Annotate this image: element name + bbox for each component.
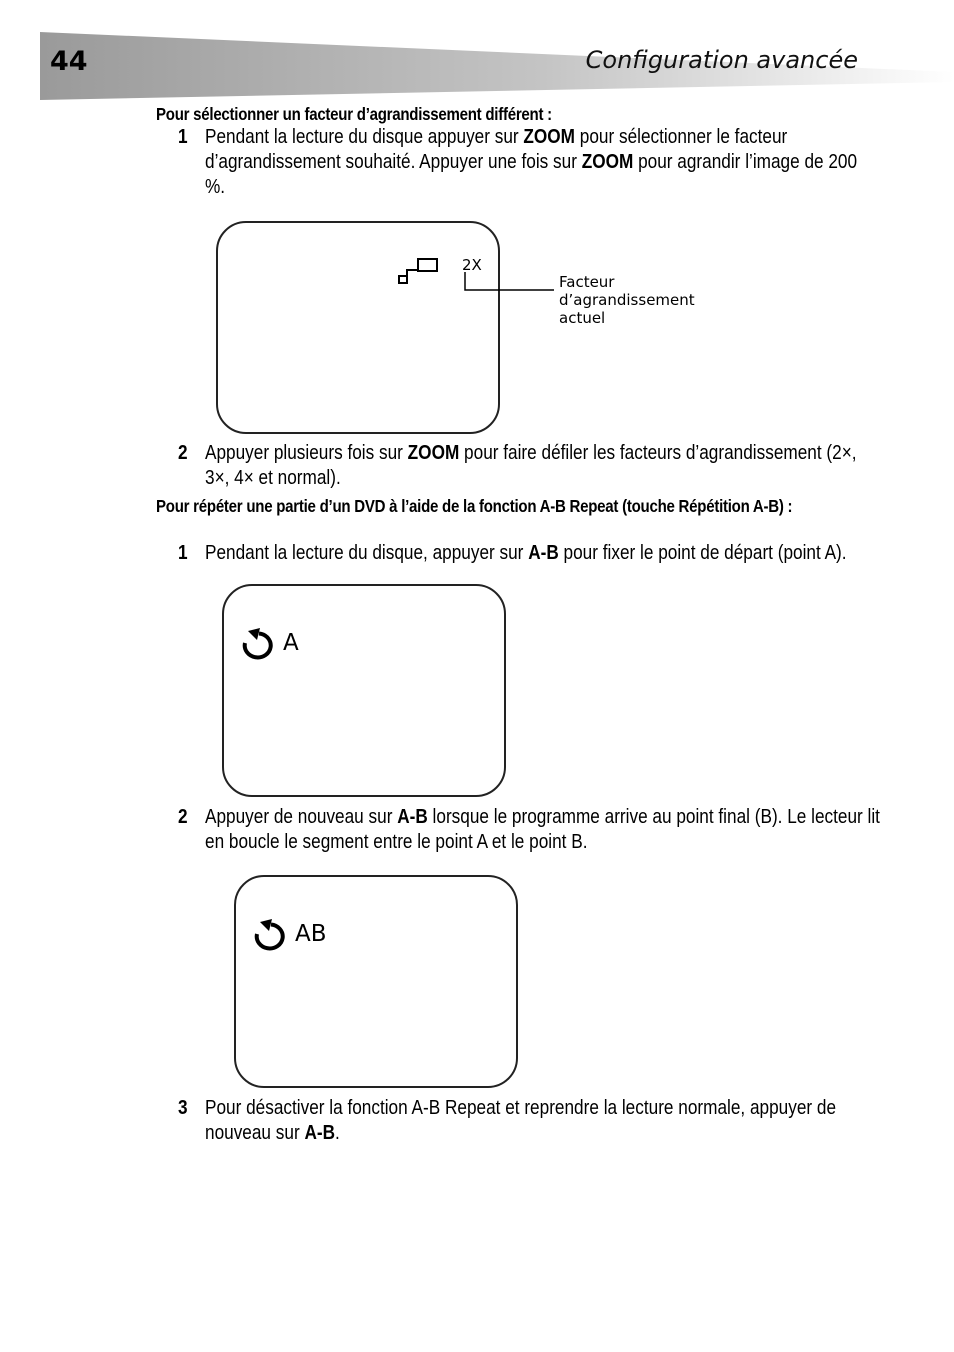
step-number: 1 [178,542,188,564]
step-text: . [335,1122,340,1144]
zoom-button-label: ZOOM [581,151,634,173]
step-text: Appuyer plusieurs fois sur [205,442,408,464]
step-number: 1 [178,126,188,148]
repeat-icon [250,919,292,953]
zoom-button-label: ZOOM [407,442,460,464]
page-number: 44 [50,46,88,77]
repeat-segment-label: AB [295,921,327,947]
step-text: Pour désactiver la fonction A-B Repeat et reprendre la lecture normale, appuyer de nouveau sur [205,1097,837,1144]
repeat-a-screen-figure [222,584,506,797]
repeat-ab-screen-figure [234,875,518,1088]
step-text: pour agrandir l’image de 200 %. [205,151,858,198]
zoom-factor-value: 2X [462,256,482,274]
ab-button-label: A-B [528,542,559,564]
zoom-screen-figure [216,221,500,434]
ab-button-label: A-B [304,1122,336,1144]
step-text: lorsque le programme arrive au point final (B). Le lecteur lit en boucle le segment entre le point A et le point B. [205,806,880,853]
section-title: Configuration avancée [585,46,858,74]
step-text: Pendant la lecture du disque, appuyer sur [205,542,529,564]
step-text: pour fixer le point de départ (point A). [558,542,847,564]
callout-line [462,272,556,294]
step-text: pour faire défiler les facteurs d’agrandissement (2×, 3×, 4× et normal). [205,442,857,489]
page-header [40,32,954,100]
zoom-icon [398,257,442,287]
step-number: 2 [178,806,188,828]
zoom-heading: Pour sélectionner un facteur d’agrandissement différent : [156,104,552,124]
repeat-point-label: A [283,630,299,656]
ab-heading: Pour répéter une partie d’un DVD à l’aide de la fonction A-B Repeat (touche Répétition A-B) : [156,496,793,516]
step-text: pour sélectionner le facteur d’agrandissement souhaité. Appuyer une fois sur [205,126,788,173]
step-number: 2 [178,442,188,464]
ab-button-label: A-B [397,806,428,828]
zoom-button-label: ZOOM [523,126,576,148]
zoom-factor-callout: Facteur d’agrandissement actuel [559,273,695,327]
step-text: Pendant la lecture du disque appuyer sur [205,126,524,148]
step-text: Appuyer de nouveau sur [205,806,398,828]
repeat-icon [238,628,280,662]
step-number: 3 [178,1097,188,1119]
